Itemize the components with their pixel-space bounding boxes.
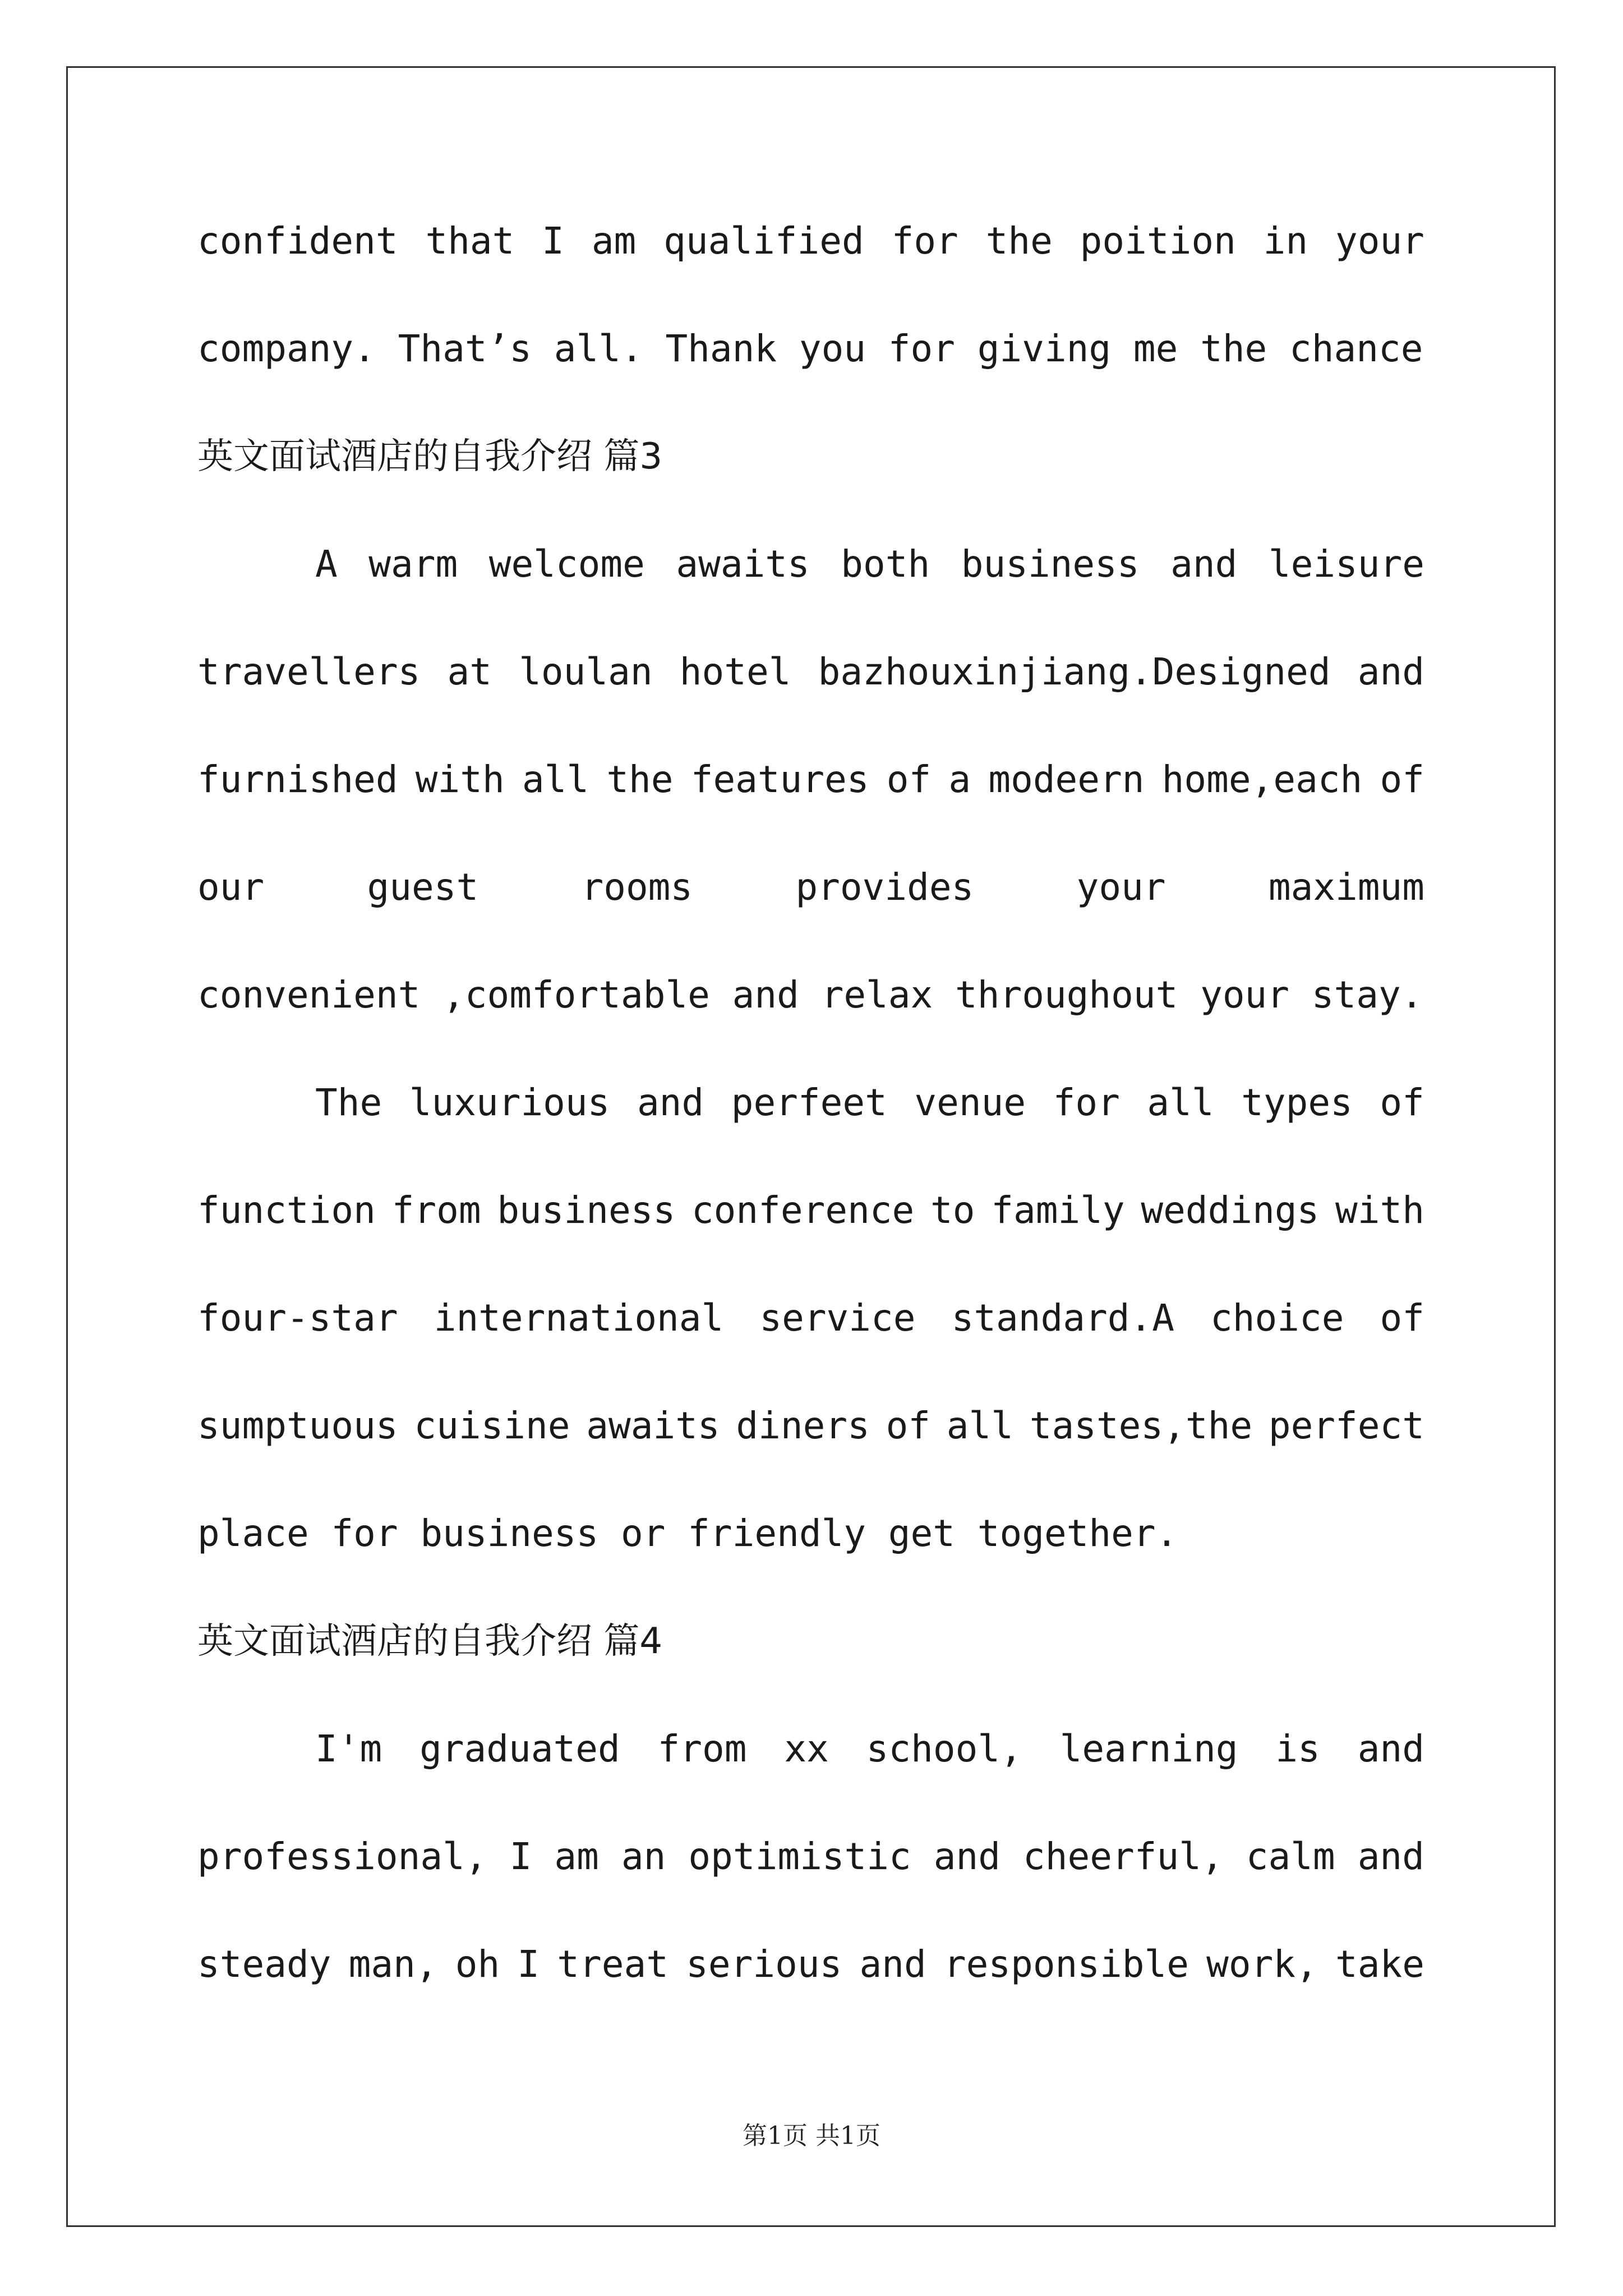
word: a bbox=[948, 758, 971, 801]
word: sumptuous bbox=[197, 1404, 398, 1447]
word: am bbox=[554, 1835, 599, 1878]
word: and bbox=[1357, 1727, 1424, 1770]
word: guest bbox=[367, 866, 479, 909]
word: am bbox=[591, 219, 637, 263]
text-line bbox=[197, 644, 1424, 700]
text-line bbox=[197, 1721, 1424, 1777]
word: serious bbox=[686, 1943, 842, 1986]
word: take bbox=[1335, 1943, 1424, 1986]
word: standard.A bbox=[951, 1296, 1174, 1340]
word: our bbox=[197, 866, 265, 909]
word: of bbox=[886, 1404, 931, 1447]
word: is bbox=[1275, 1727, 1320, 1770]
word: I'm bbox=[315, 1727, 382, 1770]
section-heading: 英文面试酒店的自我介绍 篇3 bbox=[197, 436, 663, 477]
word: of bbox=[1380, 1296, 1424, 1340]
text-line bbox=[197, 536, 1424, 592]
word: at bbox=[447, 650, 492, 693]
word: xx bbox=[784, 1727, 829, 1770]
word: for bbox=[1053, 1081, 1120, 1124]
word: all bbox=[1147, 1081, 1214, 1124]
text-line bbox=[197, 213, 1424, 269]
word: and bbox=[1357, 650, 1424, 693]
word: that bbox=[425, 219, 515, 263]
word: I bbox=[517, 1943, 540, 1986]
text-line bbox=[197, 1829, 1424, 1885]
word: diners bbox=[736, 1404, 870, 1447]
word: and bbox=[859, 1943, 926, 1986]
word: I bbox=[542, 219, 564, 263]
word: all bbox=[522, 758, 589, 801]
text-line bbox=[197, 752, 1424, 808]
word: awaits bbox=[586, 1404, 720, 1447]
word: luxurious bbox=[409, 1081, 610, 1124]
word: awaits bbox=[676, 542, 810, 586]
text-line bbox=[197, 1290, 1424, 1346]
word: work, bbox=[1206, 1943, 1318, 1986]
word: international bbox=[434, 1296, 724, 1340]
word: A bbox=[315, 542, 338, 586]
word: and bbox=[637, 1081, 704, 1124]
word: choice bbox=[1210, 1296, 1344, 1340]
word: of bbox=[1380, 1081, 1424, 1124]
word: calm bbox=[1246, 1835, 1335, 1878]
word: an bbox=[621, 1835, 666, 1878]
word: furnished bbox=[197, 758, 398, 801]
word: school, bbox=[866, 1727, 1022, 1770]
word: oh bbox=[455, 1943, 500, 1986]
word: service bbox=[759, 1296, 916, 1340]
word: provides bbox=[795, 866, 974, 909]
word: venue bbox=[914, 1081, 1026, 1124]
word: The bbox=[315, 1081, 382, 1124]
word: tastes,the bbox=[1029, 1404, 1253, 1447]
word: graduated bbox=[419, 1727, 620, 1770]
word: travellers bbox=[197, 650, 421, 693]
word: cuisine bbox=[414, 1404, 570, 1447]
word: types bbox=[1241, 1081, 1353, 1124]
text-line bbox=[197, 859, 1424, 915]
word: from bbox=[391, 1189, 481, 1232]
word: in bbox=[1263, 219, 1308, 263]
page-border bbox=[66, 66, 1556, 2227]
text-line bbox=[197, 1398, 1424, 1454]
word: rooms bbox=[581, 866, 693, 909]
word: perfect bbox=[1268, 1404, 1424, 1447]
word: business bbox=[497, 1189, 676, 1232]
page-footer: 第1页 共1页 bbox=[743, 2122, 880, 2150]
word: learning bbox=[1059, 1727, 1238, 1770]
word: treat bbox=[557, 1943, 668, 1986]
word: all bbox=[946, 1404, 1013, 1447]
word: bazhouxinjiang.Designed bbox=[818, 650, 1331, 693]
word: for bbox=[891, 219, 958, 263]
text-line bbox=[197, 1936, 1424, 1993]
word: the bbox=[606, 758, 674, 801]
word: man, bbox=[348, 1943, 438, 1986]
word: cheerful, bbox=[1023, 1835, 1224, 1878]
section-heading: 英文面试酒店的自我介绍 篇4 bbox=[197, 1621, 663, 1662]
word: warm bbox=[368, 542, 458, 586]
word: optimistic bbox=[688, 1835, 911, 1878]
word: business bbox=[961, 542, 1140, 586]
word: welcome bbox=[488, 542, 645, 586]
word: of bbox=[886, 758, 932, 801]
text-line bbox=[197, 1182, 1424, 1239]
text-line: company. That’s all. Thank you for giving me the chance bbox=[197, 327, 1423, 370]
word: the bbox=[985, 219, 1053, 263]
word: I bbox=[509, 1835, 532, 1878]
word: with bbox=[1335, 1189, 1424, 1232]
word: of bbox=[1380, 758, 1424, 801]
word: your bbox=[1335, 219, 1424, 263]
text-line: convenient ,comfortable and relax throughout your stay. bbox=[197, 973, 1423, 1016]
word: poition bbox=[1080, 219, 1236, 263]
word: modeern bbox=[988, 758, 1145, 801]
text-line bbox=[197, 1075, 1424, 1131]
word: family bbox=[991, 1189, 1125, 1232]
word: confident bbox=[197, 219, 398, 263]
word: hotel bbox=[679, 650, 791, 693]
word: qualified bbox=[663, 219, 864, 263]
word: perfeet bbox=[731, 1081, 887, 1124]
word: function bbox=[197, 1189, 376, 1232]
word: professional, bbox=[197, 1835, 487, 1878]
word: home,each bbox=[1161, 758, 1363, 801]
word: responsible bbox=[943, 1943, 1189, 1986]
text-line: place for business or friendly get together. bbox=[197, 1512, 1178, 1555]
word: steady bbox=[197, 1943, 331, 1986]
word: to bbox=[930, 1189, 975, 1232]
word: and bbox=[933, 1835, 1001, 1878]
word: conference bbox=[691, 1189, 915, 1232]
word: and bbox=[1170, 542, 1238, 586]
word: four-star bbox=[197, 1296, 398, 1340]
word: weddings bbox=[1141, 1189, 1320, 1232]
word: features bbox=[690, 758, 869, 801]
word: your bbox=[1076, 866, 1166, 909]
word: maximum bbox=[1268, 866, 1424, 909]
word: with bbox=[415, 758, 505, 801]
word: both bbox=[841, 542, 930, 586]
word: and bbox=[1357, 1835, 1424, 1878]
word: loulan bbox=[519, 650, 653, 693]
word: leisure bbox=[1268, 542, 1424, 586]
word: from bbox=[657, 1727, 747, 1770]
